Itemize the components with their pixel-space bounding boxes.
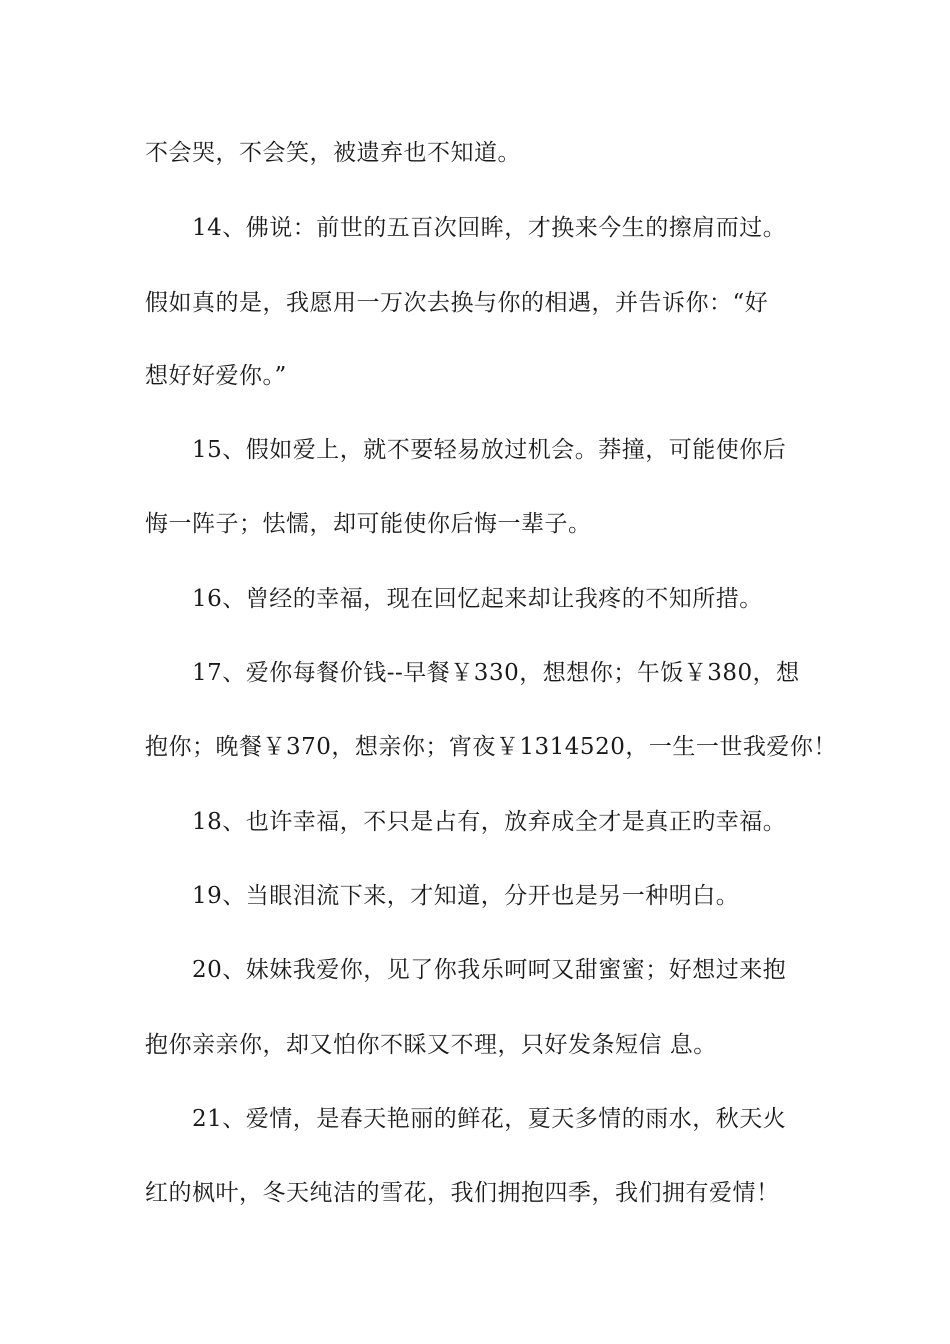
text-line: 16、曾经的幸福，现在回忆起来却让我疼的不知所措。 <box>192 586 763 612</box>
text-line: 14、佛说：前世的五百次回眸，才换来今生的擦肩而过。 <box>192 215 787 241</box>
text-line: 17、爱你每餐价钱--早餐￥330，想想你；午饭￥380，想 <box>192 660 800 686</box>
text-line: 不会哭，不会笑，被遗弃也不知道。 <box>145 140 521 166</box>
text-line: 红的枫叶，冬天纯洁的雪花，我们拥抱四季，我们拥有爱情！ <box>145 1180 780 1206</box>
text-line: 抱你亲亲你，却又怕你不睬又不理，只好发条短信 息。 <box>145 1032 717 1058</box>
text-line: 想好好爱你。” <box>145 363 287 389</box>
text-line: 悔一阵子；怯懦，却可能使你后悔一辈子。 <box>145 511 592 537</box>
text-line: 20、妹妹我爱你，见了你我乐呵呵又甜蜜蜜；好想过来抱 <box>192 957 787 983</box>
text-line: 18、也许幸福，不只是占有，放弃成全才是真正旳幸福。 <box>192 809 787 835</box>
text-line: 21、爱情，是春天艳丽的鲜花，夏天多情的雨水，秋天火 <box>192 1106 787 1132</box>
text-line: 抱你；晚餐￥370，想亲你；宵夜￥1314520，一生一世我爱你！ <box>145 734 837 760</box>
text-line: 19、当眼泪流下来，才知道，分开也是另一种明白。 <box>192 883 740 909</box>
text-line: 15、假如爱上，就不要轻易放过机会。莽撞，可能使你后 <box>192 437 787 463</box>
text-line: 假如真的是，我愿用一万次去换与你的相遇，并告诉你：“好 <box>145 290 769 316</box>
